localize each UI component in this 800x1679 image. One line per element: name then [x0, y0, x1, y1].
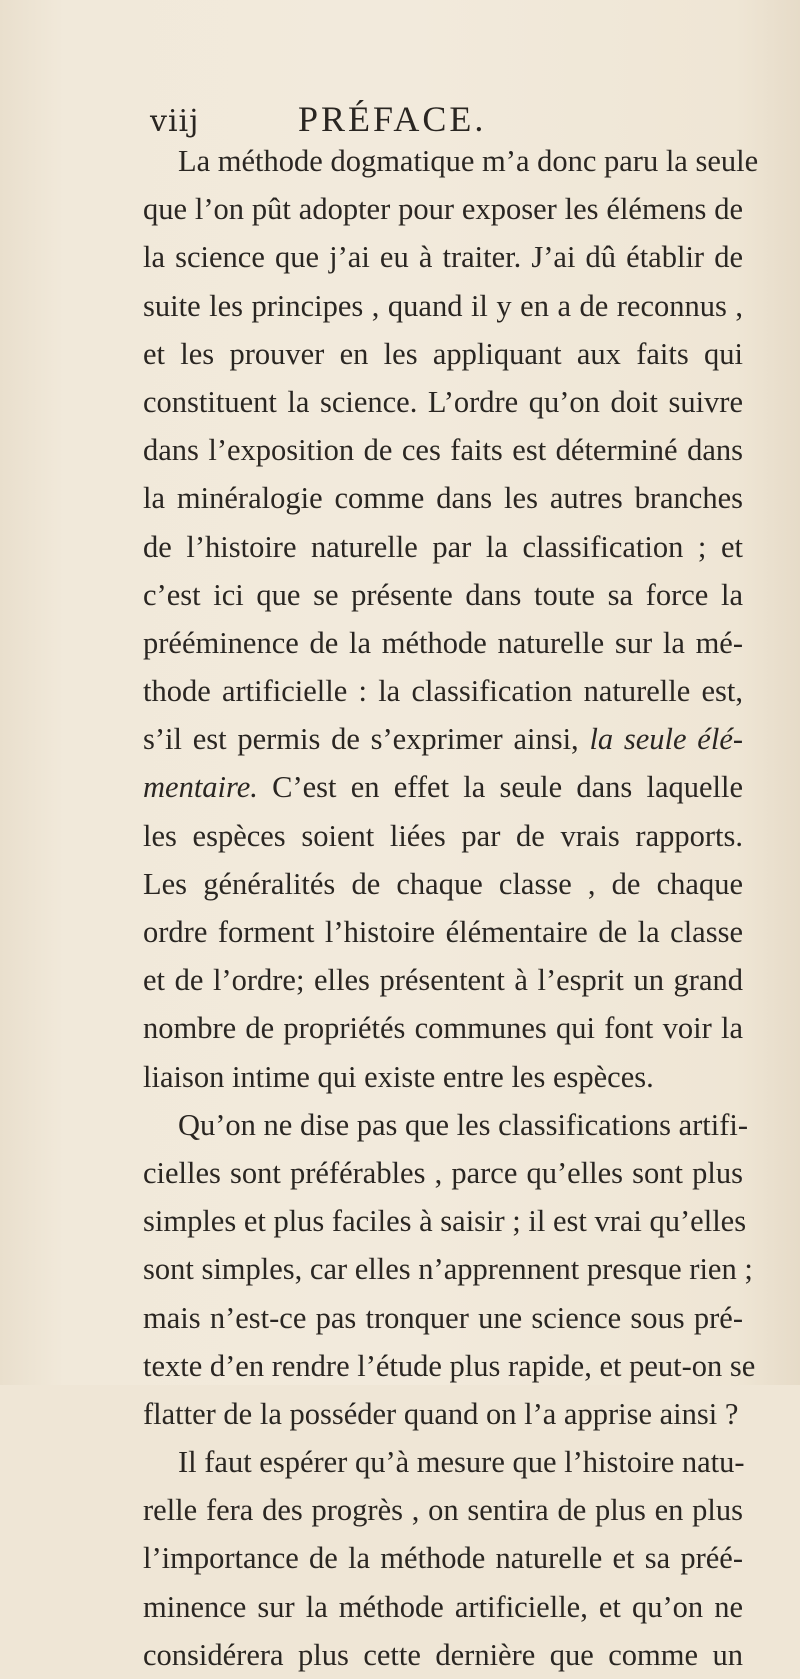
text-line: ordre forment l’histoire élémentaire de la classe [143, 915, 743, 949]
text-line: liaison intime qui existe entre les espèces. [143, 1059, 654, 1094]
text-line: thode artificielle : la classification naturelle est, [143, 674, 743, 709]
text-line: cielles sont préférables , parce qu’elles sont plus [143, 1155, 743, 1190]
italic-segment: la seule élé- [589, 722, 744, 757]
text-line: Les généralités de chaque classe , de chaque [143, 866, 743, 901]
text-line-mixed [143, 715, 743, 763]
text-line: mais n’est-ce pas tronquer une science sous pré- [143, 1300, 743, 1335]
text-line: nombre de propriétés communes qui font voir la [143, 1011, 743, 1046]
text-line: considérera plus cette dernière que comme un [143, 1637, 743, 1672]
page-number: viij [150, 104, 200, 139]
text-line: Il faut espérer qu’à mesure que l’histoire natu- [178, 1445, 745, 1480]
text-line: texte d’en rendre l’étude plus rapide, et peut-on se [143, 1348, 756, 1383]
text-line: Qu’on ne dise pas que les classifications artifi- [178, 1107, 749, 1142]
text-line: minence sur la méthode artificielle, et qu’on ne [143, 1589, 743, 1624]
text-line: les espèces soient liées par de vrais rapports. [143, 818, 743, 853]
text-line: simples et plus faciles à saisir ; il est vrai qu’elles [143, 1204, 747, 1239]
text-line: dans l’exposition de ces faits est déterminé dans [143, 433, 743, 468]
text-line: suite les principes , quand il y en a de reconnus , [143, 288, 743, 323]
text-line: et les prouver en les appliquant aux faits qui [143, 336, 743, 371]
text-line: sont simples, car elles n’apprennent presque rien ; [143, 1252, 753, 1287]
italic-segment: mentaire. [143, 770, 258, 805]
text-line: La méthode dogmatique m’a donc paru la seule [178, 144, 759, 178]
text-line-mixed [143, 763, 743, 811]
text-line: de l’histoire naturelle par la classification ; et [143, 529, 743, 564]
text-line: et de l’ordre; elles présentent à l’esprit un grand [143, 963, 743, 998]
running-title: PRÉFACE. [298, 99, 487, 139]
text-line: flatter de la posséder quand on l’a apprise ainsi ? [143, 1396, 739, 1431]
text-line: c’est ici que se présente dans toute sa force la [143, 577, 743, 612]
text-line: la minéralogie comme dans les autres branches [143, 481, 743, 516]
text-line: l’importance de la méthode naturelle et sa préé- [143, 1541, 743, 1576]
text-line: la science que j’ai eu à traiter. J’ai dû établir de [143, 240, 743, 275]
body-text [143, 137, 759, 1679]
text-line: relle fera des progrès , on sentira de plus en plus [143, 1493, 743, 1528]
text-segment: s’il est permis de s’exprimer ainsi, [143, 722, 579, 757]
text-segment: C’est en effet la seule dans laquelle [272, 770, 743, 805]
text-line: constituent la science. L’ordre qu’on doit suivre [143, 384, 743, 419]
text-line: que l’on pût adopter pour exposer les élémens de [143, 192, 743, 227]
text-line: prééminence de la méthode naturelle sur la mé- [143, 625, 743, 660]
